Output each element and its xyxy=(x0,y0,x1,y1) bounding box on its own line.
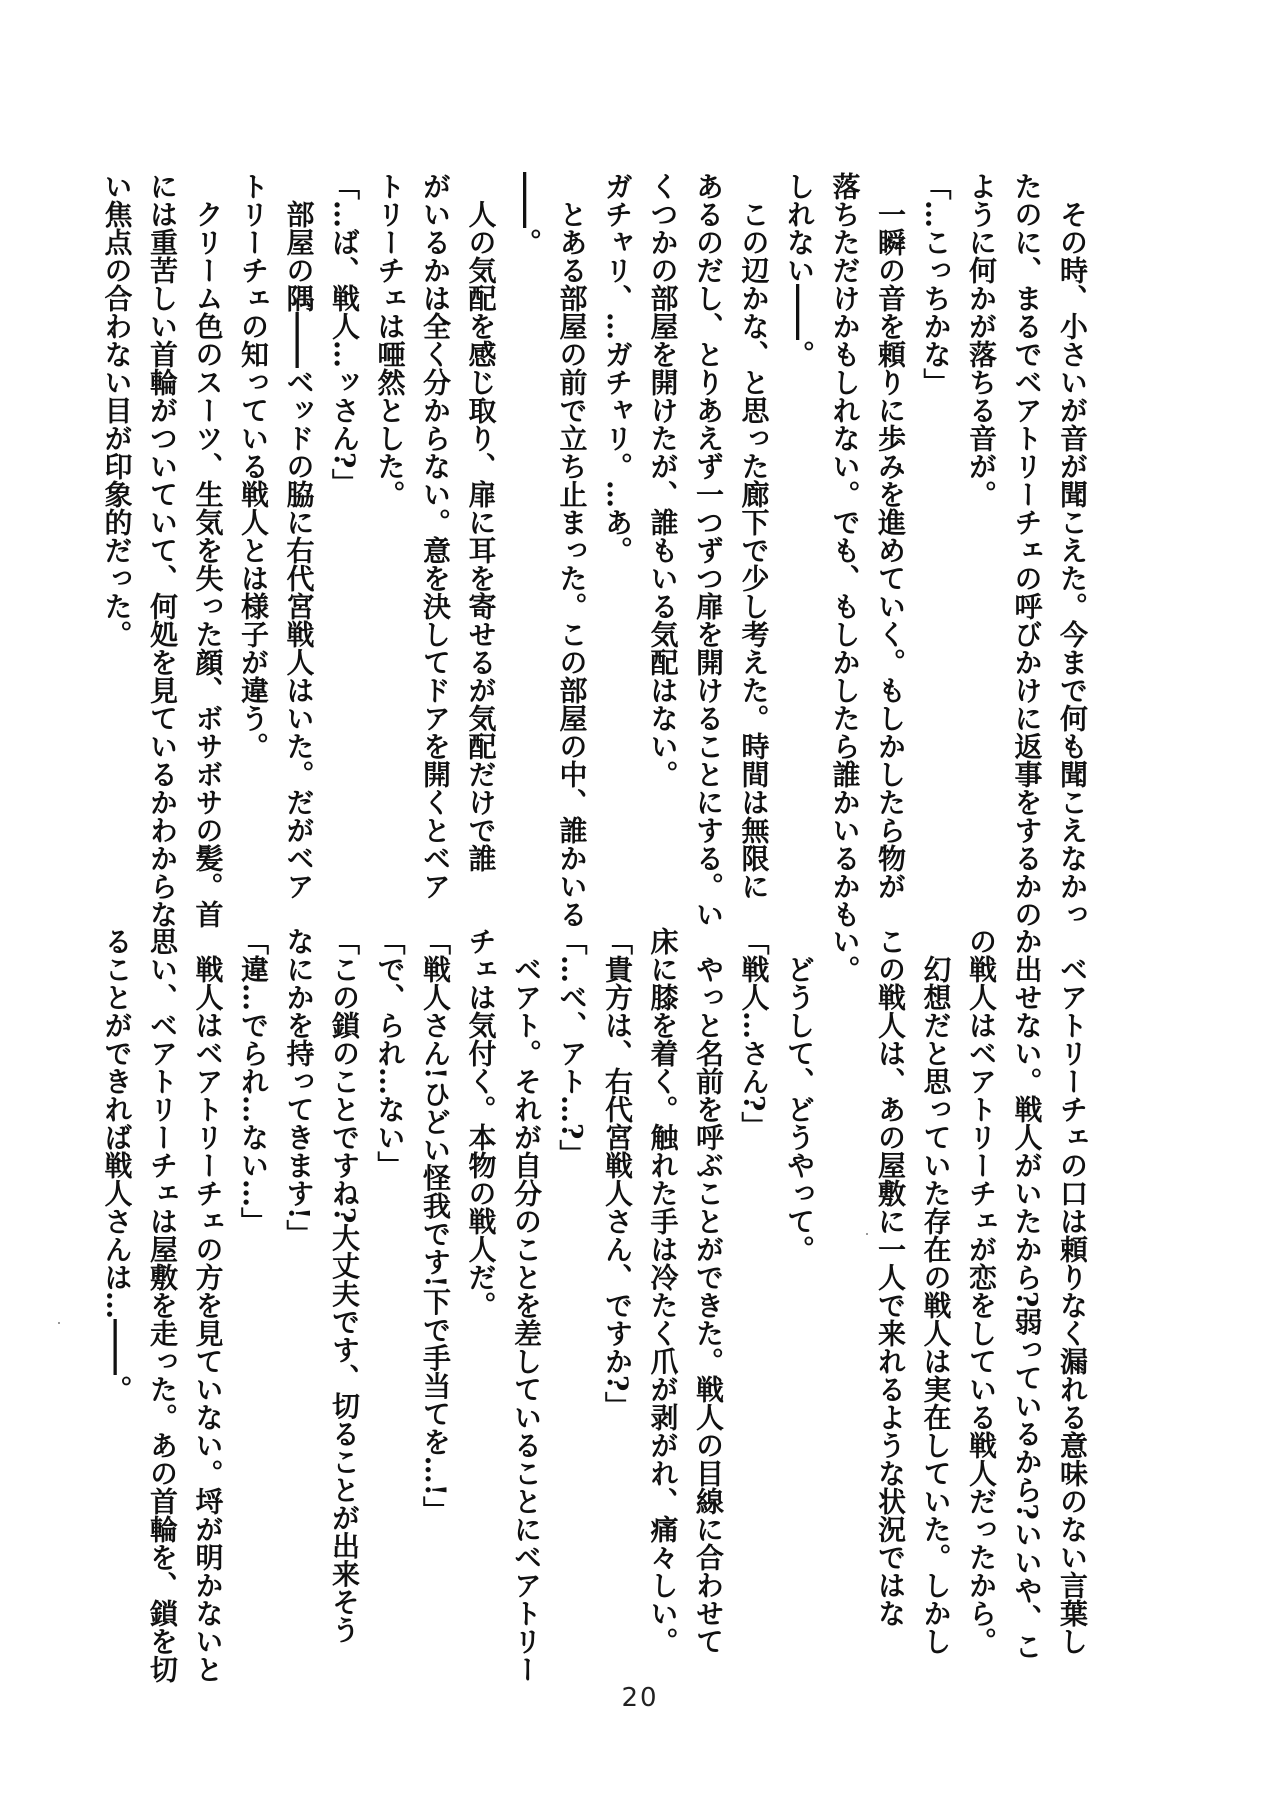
text-line: 部屋の隅――ベッドの脇に右代宮戦人はいた。だがベア xyxy=(282,172,316,900)
text-line: 「で、られ…ない」 xyxy=(373,927,407,1179)
text-line: 「…ば、戦人…ッさん?」 xyxy=(328,172,361,497)
text-line: 「…こっちかな」 xyxy=(919,172,953,396)
text-line: あるのだし、とりあえず一つずつ扉を開けることにする。い xyxy=(692,172,725,928)
text-line: 戦人はベアトリーチェの方を見ていない。埒が明かないと xyxy=(191,927,225,1683)
text-line: ることができれば戦人さんは…――。 xyxy=(100,927,134,1403)
text-line: チェは気付く。本物の戦人だ。 xyxy=(464,927,498,1319)
text-line: ――。 xyxy=(510,172,543,256)
text-line: 床に膝を着く。触れた手は冷たく爪が剥がれ、痛々しい。 xyxy=(646,927,680,1655)
text-line: の戦人はベアトリーチェが恋をしている戦人だったから。 xyxy=(965,927,998,1655)
text-line: くつかの部屋を開けたが、誰もいる気配はない。 xyxy=(646,172,680,788)
text-line: 「…べ、アト…?」 xyxy=(555,927,589,1168)
text-line: どうして、どうやって。 xyxy=(783,927,816,1263)
text-line: たのに、まるでベアトリーチェの呼びかけに返事をするかの xyxy=(1010,172,1044,928)
page-number: 20 xyxy=(621,1683,659,1713)
scan-speck xyxy=(58,1322,60,1324)
text-line: この辺かな、と思った廊下で少し考えた。時間は無限に xyxy=(737,172,771,900)
text-line: 「貴方は、右代宮戦人さん、ですか?」 xyxy=(601,927,634,1420)
top-text-block xyxy=(100,172,1095,928)
text-line: やっと名前を呼ぶことができた。戦人の目線に合わせて xyxy=(692,927,725,1655)
text-line: ベアト。それが自分のことを差していることにベアトリー xyxy=(510,927,543,1683)
text-line: その時、小さいが音が聞こえた。今まで何も聞こえなかっ xyxy=(1056,172,1089,928)
text-line: 幻想だと思っていた存在の戦人は実在していた。しかし xyxy=(919,927,953,1655)
text-line: ように何かが落ちる音が。 xyxy=(965,172,998,508)
text-line: には重苦しい首輪がついていて、何処を見ているかわからな xyxy=(146,172,179,928)
text-line: 落ちただけかもしれない。でも、もしかしたら誰かいるかも xyxy=(828,172,862,928)
scan-speck xyxy=(866,1233,868,1235)
text-line: この戦人は、あの屋敷に一人で来れるような状況ではな xyxy=(874,927,907,1627)
text-line: い焦点の合わない目が印象的だった。 xyxy=(100,172,134,648)
text-line: トリーチェは唖然とした。 xyxy=(373,172,407,508)
text-line: 「戦人…さん?」 xyxy=(737,927,771,1140)
text-line: とある部屋の前で立ち止まった。この部屋の中、誰かいる xyxy=(555,172,589,928)
text-line: 「戦人さん!ひどい怪我です!下で手当てを…!」 xyxy=(419,927,452,1524)
text-line: ガチャリ、…ガチャリ。…あ。 xyxy=(601,172,634,564)
bottom-text-block xyxy=(100,927,1095,1683)
text-line: 人の気配を感じ取り、扉に耳を寄せるが気配だけで誰 xyxy=(464,172,498,872)
text-line: か出せない。戦人がいたから?弱っているから?いいや、こ xyxy=(1010,927,1044,1660)
text-line: 思い、ベアトリーチェは屋敷を走った。あの首輪を、鎖を切 xyxy=(146,927,179,1683)
text-line: 一瞬の音を頼りに歩みを進めていく。もしかしたら物が xyxy=(874,172,907,900)
text-line: ベアトリーチェの口は頼りなく漏れる意味のない言葉し xyxy=(1056,927,1089,1655)
text-line: トリーチェの知っている戦人とは様子が違う。 xyxy=(237,172,270,760)
text-line: 「違…でられ…ない…」 xyxy=(237,927,270,1235)
text-line: い。 xyxy=(828,927,862,983)
text-line: しれない――。 xyxy=(783,172,816,368)
text-line: がいるかは全く分からない。意を決してドアを開くとベア xyxy=(419,172,452,900)
text-line: 「この鎖のことですね?大丈夫です、切ることが出来そう xyxy=(328,927,361,1644)
text-line: なにかを持ってきます!」 xyxy=(282,927,316,1248)
text-line: クリーム色のスーツ、生気を失った顔、ボサボサの髪。首 xyxy=(191,172,225,928)
